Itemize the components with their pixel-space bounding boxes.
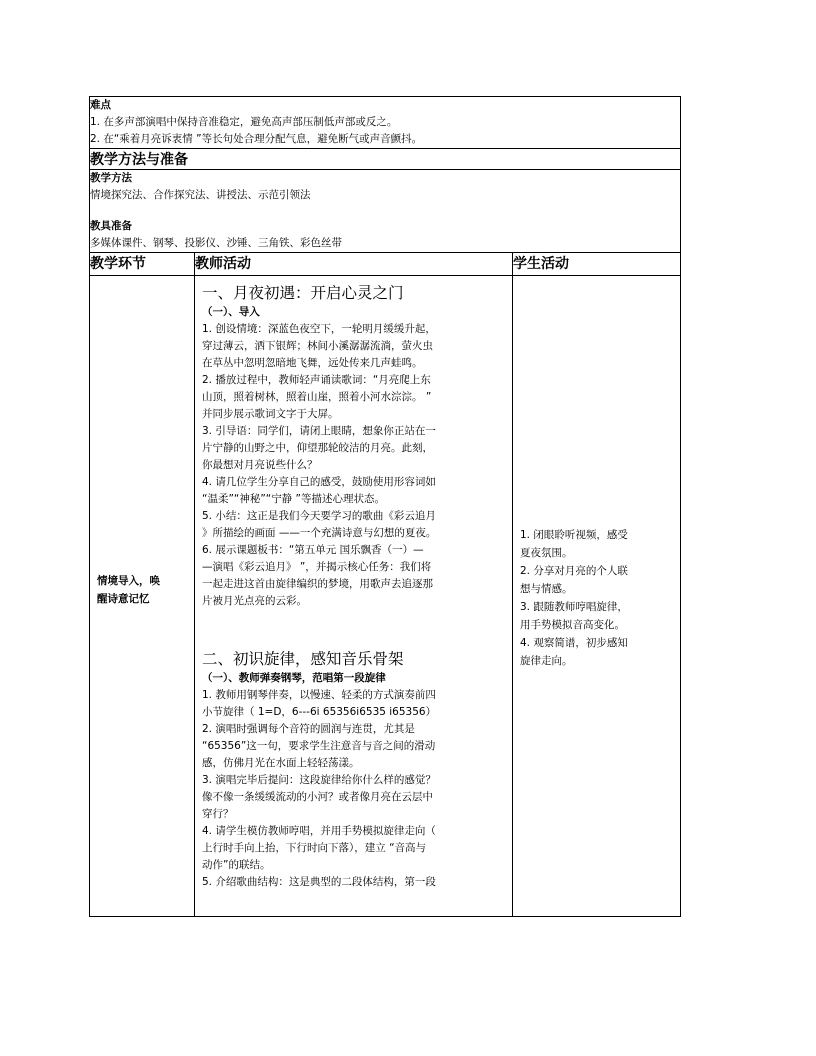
part1-line: 5. 小结：这正是我们今天要学习的歌曲《彩云追月 [202,510,436,522]
part2-line: 小节旋律（ 1=D，6---6i 65356i6535 i65356） [202,706,437,718]
part2-line: 4. 请学生模仿教师哼唱，并用手势模拟旋律走向（ [202,825,436,837]
methods-heading: 教学方法 [90,172,132,184]
part1-line: 片宁静的山野之中，仰望那轮皎洁的月亮。此刻， [202,442,433,454]
part1-line: 4. 请几位学生分享自己的感受，鼓励使用形容词如 [202,476,436,488]
header-stage: 教学环节 [90,253,195,276]
difficulty-item-1: 1. 在多声部演唱中保持音准稳定，避免高声部压制低声部或反之。 [90,116,398,128]
part1-line: 片被月光点亮的云彩。 [202,595,307,607]
part2-line: 穿行？ [202,808,234,820]
methods-text: 情境探究法、合作探究法、讲授法、示范引领法 [90,189,311,201]
part1-line: 你最想对月亮说些什么？ [202,459,318,471]
student-line: 2. 分享对月亮的个人联 [520,565,628,577]
header-teacher: 教师活动 [195,253,513,276]
part2-title: 二、初识旋律，感知音乐骨架 [202,650,404,668]
part2-line: 1. 教师用钢琴伴奏，以慢速、轻柔的方式演奏前四 [202,689,436,701]
part1-line: 并同步展示歌词文字于大屏。 [202,408,339,420]
stage-cell [90,276,195,917]
part1-line: 穿过薄云，洒下银辉；林间小溪潺潺流淌，萤火虫 [202,340,433,352]
student-line: 夏夜氛围。 [520,547,573,559]
table-header-row [90,253,681,276]
part2-line: 像不像一条缓缓流动的小河？或者像月亮在云层中 [202,791,433,803]
activity-row [90,276,681,917]
part1-line: 在草丛中忽明忽暗地飞舞，远处传来几声蛙鸣。 [202,357,423,369]
part1-line: 一起走进这首由旋律编织的梦境，用歌声去追逐那 [202,578,433,590]
part2-line: 2. 演唱时强调每个音符的圆润与连贯，尤其是 [202,723,415,735]
part1-line: 1. 创设情境：深蓝色夜空下，一轮明月缓缓升起， [202,323,436,335]
student-line: 用手势模拟音高变化。 [520,619,625,631]
header-student: 学生活动 [513,253,681,276]
stage-label [97,572,187,608]
part2-line: 5. 介绍歌曲结构：这是典型的二段体结构，第一段 [202,876,436,888]
difficulty-row [90,97,681,149]
part2-line: 感，仿佛月光在水面上轻轻荡漾。 [202,757,360,769]
student-line: 4. 观察简谱，初步感知 [520,637,628,649]
student-line: 旋律走向。 [520,655,573,667]
part1-line: —演唱《彩云追月》 ”，并揭示核心任务：我们将 [202,561,432,573]
part1-line: “温柔”“神秘”“宁静 ”等描述心理状态。 [202,493,385,505]
student-activity-list [520,526,672,670]
student-line: 3. 跟随教师哼唱旋律， [520,601,628,613]
methods-content-row [90,170,681,253]
stage-label-line-1: 情境导入，唤 [97,575,160,587]
part2-line: 上行时手向上抬，下行时向下落），建立 “音高与 [202,842,427,854]
part1-line: 山顶，照着树林，照着山崖，照着小河水淙淙。 ” [202,391,432,403]
part2-subtitle: （一）、教师弹奏钢琴，范唱第一段旋律 [202,672,386,684]
difficulty-heading: 难点 [90,99,111,111]
lesson-plan-table [89,96,681,917]
part1-line: 2. 播放过程中，教师轻声诵读歌词：“月亮爬上东 [202,374,431,386]
teacher-activity-cell [195,276,513,917]
methods-title: 教学方法与准备 [90,149,681,170]
methods-title-row [90,149,681,170]
student-line: 1. 闭眼聆听视频，感受 [520,529,628,541]
part2-line: 动作”的联结。 [202,859,271,871]
part1-line: 6. 展示课题板书：“第五单元 国乐飘香（一）— [202,544,424,556]
stage-label-line-2: 醒诗意记忆 [97,593,150,605]
part1-line: 》所描绘的画面 ——一个充满诗意与幻想的夏夜。 [202,527,437,539]
part1-subtitle: （一）、导入 [202,306,260,318]
student-line: 想与情感。 [520,583,573,595]
part2-line: 3. 演唱完毕后提问：这段旋律给你什么样的感觉？ [202,774,436,786]
document-page [89,96,680,917]
part1-title: 一、月夜初遇：开启心灵之门 [202,284,404,302]
difficulty-cell [90,97,681,149]
tools-text: 多媒体课件、钢琴、投影仪、沙锤、三角铁、彩色丝带 [90,237,342,249]
part2-line: “65356”这一句，要求学生注意音与音之间的滑动 [202,740,436,752]
methods-content-cell [90,170,681,253]
part1-line: 3. 引导语：同学们，请闭上眼睛，想象你正站在一 [202,425,436,437]
tools-heading: 教具准备 [90,220,132,232]
student-activity-cell [513,276,681,917]
difficulty-item-2: 2. 在“乘着月亮诉衷情 ”等长句处合理分配气息，避免断气或声音颤抖。 [90,133,423,145]
